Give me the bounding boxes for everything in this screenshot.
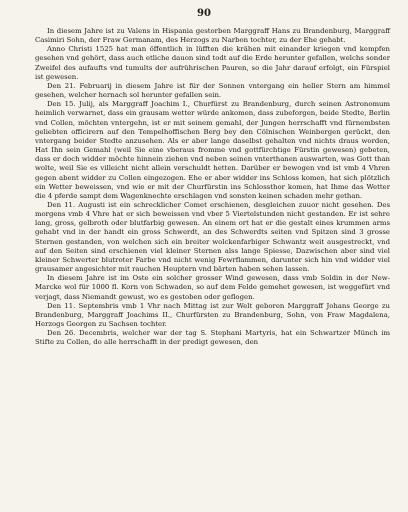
paragraph: Anno Christi 1525 hat man öffentlich in lüfften die krähen mit einander kriegen vnd kempfen gesehen vnd gehört, dass auch etliche dauon sind todt auf die Erde herunter gefallen, welchs sonder Zweifel des aufaufts vnd tumults der aufrührischen Pauren, so die Jahr darauf erfolgt, ein Fürspiel ist gewesen. [35, 45, 390, 81]
paragraph: Den 11. Septembris vmb 1 Vhr nach Mittag ist zur Welt geboren Marggraff Johans George zu Brandenburg, Marggraff Joachims II., Churfürsten zu Brandenburg, Sohn, von Fraw Magdalena, Herzogs Georgen zu Sachsen tochter. [35, 301, 390, 328]
paragraph: Den 26. Decembris, welcher war der tag S. Stephani Martyris, hat ein Schwartzer Münch im Stifte zu Collen, do alle herrschafft in der predigt gewesen, den [35, 329, 390, 347]
paragraph: Den 15. Julij, als Marggraff Joachim I., Churfürst zu Brandenburg, durch seinen Astronomum heimlich verwarnet, dass ein grausam wetter würde ankomen, dass zubeforgen, beide Stedte, Berlin vnd Collen, möchten vntergehn, ist er mit seinem gemahl, der Jungen herrschafft vnd fürnembsten geliebten officirern auf den Tempelhoffischen Berg bey den Cölnischen Weinbergen gerückt, den vntergang beider Stedte anzusehen. Als er aber lange daselbst gehalten vnd nichts draus worden, Hat Ihn sein Gemahl (weil Sie eine vberaus fromme vnd gottfürchtige Fürstin gewesen) gebeten, dass er doch widder möchte hinnein ziehen vnd neben seinen vnterthanen auswarten, was Gott than wolte, weil Sie es villeicht nicht allein verschuldt hetten. Darüber er bewogen vnd ist vmb 4 Vhren gegen abent widder zu Collen eingezogen. Ehe er aber widder ins Schloss komen, hat sich plötzlich ein Wetter beweissen, vnd wie er mit der Churfürstin ins Schlossthor komen, hat Ihme das Wetter die 4 pferde sampt dem Wagenknechte erschlagen vnd sonsten keinen schaden mehr gethan. [35, 100, 390, 200]
paragraph: In diesem Jahre ist zu Valens in Hispania gestorben Marggraff Hans zu Brandenburg, Marggraff Casimiri Sohn, der Fraw Germanam, des Herzogs zu Narbon tochter, zu der Ehe gehabt. [35, 27, 390, 45]
page-number: 90 [197, 8, 211, 19]
paragraph: Den 21. Februarij in diesem Jahre ist für der Sonnen vntergang ein heller Stern am himmel gesehen, welcher hernach sol herunter gefallen sein. [35, 81, 390, 100]
paragraph: In diesem Jahre ist im Oste ein solcher grosser Wind gewesen, dass vmb Soldin in der New-Marcke wol für 1000 fl. Korn von Schwaden, so auf dem Felde gemehet gewesen, ist weggefürt vnd verjagt, dass Niemandt gewust, wo es gestoben oder geflogen. [35, 274, 390, 301]
body-text [35, 27, 390, 347]
paragraph: Den 11. Augusti ist ein schrecklicher Comet erschienen, desgleichen zuuor nicht gesehen. Des morgens vmb 4 Vhre hat er sich beweissen vnd vber 5 Viertelstunden nicht gestanden. Er ist sehre lang, gross, gelbroth oder blutfarbig gewesen. An einem ort hat er die gestalt eines krummen arms gehabt vnd in der handt ein gross Schwerdt, an des Schwerdts seiten vnd Spitzen sind 3 grosse Sternen gestanden, von welchen sich ein breiter wolckenfarbiger Schwantz weit ausgestreckt, vnd auf den Seiten sind erschienen viel kleiner Sternen alss lange Spiesse, Dazwischen aber sind viel kleiner Schwerter blutroter Farbe vnd nicht wenig Fewrflammen, darunter sich hin vnd widder viel grausamer angesichter mit rauchen Heuptern vnd bärten haben sehen lassen. [35, 200, 390, 274]
